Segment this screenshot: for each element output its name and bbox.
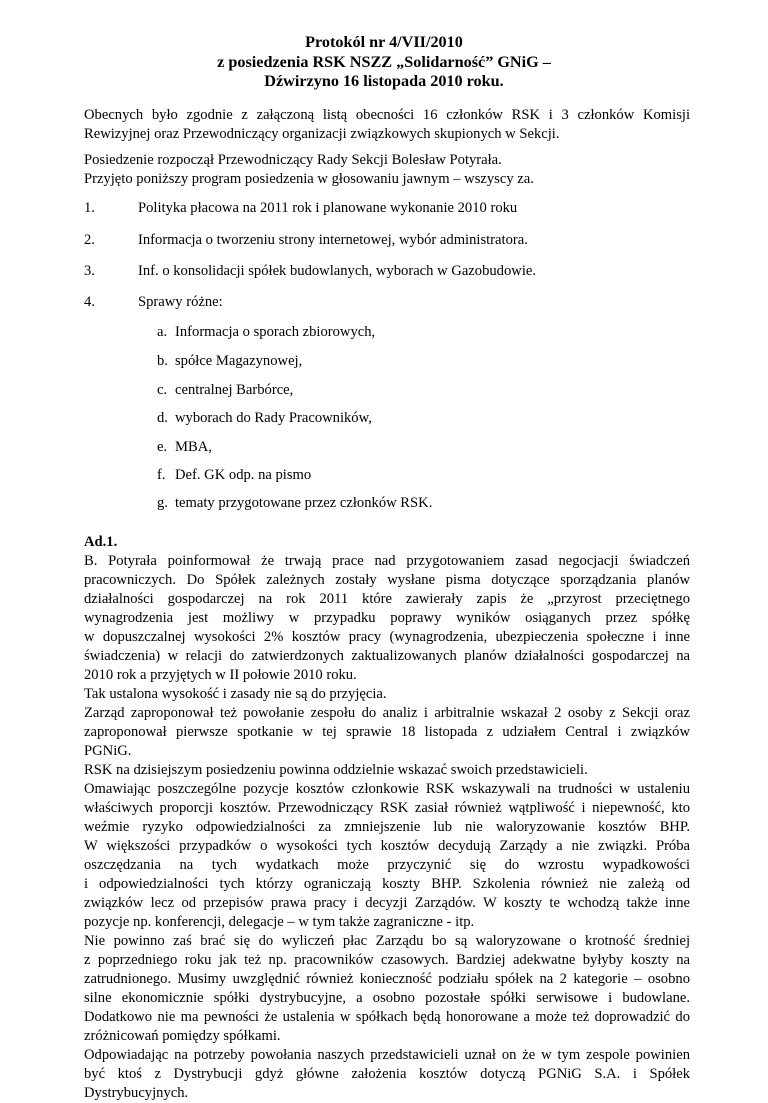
document-title xyxy=(0,33,768,92)
attendance-line: Rewizyjnej oraz Przewodniczący organizacji związkowych skupionych w Sekcji. xyxy=(84,126,560,142)
agenda-item xyxy=(84,199,704,218)
sub-agenda-letter: d. xyxy=(157,410,168,426)
section-line: zaproponował pierwsze spotkanie w tej sprawie 18 listopada z udziałem Central i związków xyxy=(84,724,690,740)
sub-agenda-text: tematy przygotowane przez członków RSK. xyxy=(175,495,433,511)
section-line: weźmie ryzyko odpowiedzialności za zmniejszenie lub nie waloryzowanie kosztów BHP. xyxy=(84,819,690,835)
agenda-item xyxy=(84,293,704,312)
section-line: zatrudnionego. Musimy uwzględnić również konieczność podziału spółek na 2 kategorie – osobno xyxy=(84,971,690,987)
section-line: B. Potyrała poinformował że trwają prace nad przygotowaniem zasad negocjacji świadczeń xyxy=(84,553,690,569)
attendance-paragraph xyxy=(84,106,690,144)
section-line: być ktoś z Dystrybucji gdyż główne założenia kosztów dotyczą PGNiG S.A. i Spółek xyxy=(84,1066,690,1082)
section-body xyxy=(84,552,690,1103)
title-line-3: Dźwirzyno 16 listopada 2010 roku. xyxy=(264,72,504,90)
agenda-text: Sprawy różne: xyxy=(138,294,223,310)
sub-agenda-text: Informacja o sporach zbiorowych, xyxy=(175,324,376,340)
section-line: w dopuszczalnej wysokości 2% kosztów pracy (wynagrodzenia, ubezpieczenia społeczne i inne xyxy=(84,629,690,645)
sub-agenda-letter: f. xyxy=(157,467,166,483)
section-line: świadczenia) w relacji do zatwierdzonych zaktualizowanych planów działalności gospodarczej na xyxy=(84,648,690,664)
section-line: pracowniczych. Do Spółek zależnych zostały wysłane pisma dotyczące sporządzania planów xyxy=(84,572,690,588)
sub-agenda-text: spółce Magazynowej, xyxy=(175,353,303,369)
section-line: silne ekonomicznie spółki dystrybucyjne, a osobno pozostałe spółki serwisowe i budowlane. xyxy=(84,990,690,1006)
sub-agenda-item xyxy=(157,438,657,457)
opening-paragraph xyxy=(84,151,690,189)
section-line: Zarząd zaproponował też powołanie zespołu do analiz i arbitralnie wskazał 2 osoby z Sekcji oraz xyxy=(84,705,690,721)
section-line: Dodatkowo nie ma pewności że ustalenia w spółkach będą honorowane a może też doprowadzić do xyxy=(84,1009,690,1025)
sub-agenda-letter: b. xyxy=(157,353,168,369)
sub-agenda-letter: e. xyxy=(157,439,168,455)
sub-agenda-text: wyborach do Rady Pracowników, xyxy=(175,410,372,426)
section-heading: Ad.1. xyxy=(84,534,118,550)
section-line: z poprzedniego roku jak też np. pracowników czasowych. Bardziej adekwatne byłyby koszty na xyxy=(84,952,690,968)
section-line: RSK na dzisiejszym posiedzeniu powinna oddzielnie wskazać swoich przedstawicieli. xyxy=(84,762,588,778)
section-line: Odpowiadając na potrzeby powołania naszych przedstawicieli uznał on że w tym zespole powinien xyxy=(84,1047,690,1063)
section-line: działalności gospodarczej na rok 2011 które zawierały zapis że „przyrost przeciętnego xyxy=(84,591,690,607)
agenda-item xyxy=(84,262,704,281)
sub-agenda-item xyxy=(157,409,657,428)
sub-agenda-item xyxy=(157,352,657,371)
title-line-2: z posiedzenia RSK NSZZ „Solidarność” GNiG – xyxy=(217,52,551,71)
section-line: zróżnicowań pomiędzy spółkami. xyxy=(84,1028,281,1044)
section-ad1 xyxy=(84,533,690,1103)
opening-line: Posiedzenie rozpoczął Przewodniczący Rady Sekcji Bolesław Potyrała. xyxy=(84,152,502,168)
sub-agenda-item xyxy=(157,381,657,400)
agenda-number: 2. xyxy=(84,232,95,248)
section-line: związków lecz od przepisów prawa pracy i decyzji Zarządów. W koszty te wchodzą także inne xyxy=(84,895,690,911)
section-line: 2010 rok a przyjętych w II połowie 2010 roku. xyxy=(84,667,357,683)
section-line: Tak ustalona wysokość i zasady nie są do przyjęcia. xyxy=(84,686,387,702)
sub-agenda-text: MBA, xyxy=(175,439,212,455)
sub-agenda-letter: g. xyxy=(157,495,168,511)
title-line-1: Protokól nr 4/VII/2010 xyxy=(305,33,463,51)
section-line: pozycje np. konferencji, delegacje – w tym także zagraniczne - itp. xyxy=(84,914,475,930)
section-line: oszczędzania na tych wydatkach może przyczynić się do wzrostu wypadkowości xyxy=(84,857,690,873)
section-line: właściwych proporcji kosztów. Przewodniczący RSK zasiał również wątpliwość i niepewność, kto xyxy=(84,800,690,816)
sub-agenda-text: centralnej Barbórce, xyxy=(175,382,294,398)
agenda-text: Polityka płacowa na 2011 rok i planowane wykonanie 2010 roku xyxy=(138,200,518,216)
agenda-item xyxy=(84,231,704,250)
section-line: i odpowiedzialności tych którzy ograniczają koszty BHP. Szkolenia również nie zależą od xyxy=(84,876,690,892)
section-line: Dystrybucyjnych. xyxy=(84,1085,189,1101)
sub-agenda-letter: c. xyxy=(157,382,168,398)
agenda-number: 1. xyxy=(84,200,95,216)
sub-agenda-item xyxy=(157,494,657,513)
agenda-text: Inf. o konsolidacji spółek budowlanych, wyborach w Gazobudowie. xyxy=(138,263,536,279)
agenda-text: Informacja o tworzeniu strony internetowej, wybór administratora. xyxy=(138,232,528,248)
agenda-number: 4. xyxy=(84,294,95,310)
sub-agenda-item xyxy=(157,466,657,485)
attendance-line: Obecnych było zgodnie z załączoną listą obecności 16 członków RSK i 3 członków Komisji xyxy=(84,107,690,123)
section-line: Omawiając poszczególne pozycje kosztów członkowie RSK wskazywali na trudności w ustaleniu xyxy=(84,781,690,797)
opening-line: Przyjęto poniższy program posiedzenia w głosowaniu jawnym – wszyscy za. xyxy=(84,171,534,187)
sub-agenda-letter: a. xyxy=(157,324,168,340)
section-line: W większości przypadków o wysokości tych kosztów decydują Zarządy a nie związki. Próba xyxy=(84,838,690,854)
sub-agenda-text: Def. GK odp. na pismo xyxy=(175,467,312,483)
agenda-number: 3. xyxy=(84,263,95,279)
section-line: PGNiG. xyxy=(84,743,132,759)
section-line: Nie powinno zaś brać się do wyliczeń płac Zarządu bo są waloryzowane o krotność średniej xyxy=(84,933,690,949)
sub-agenda-item xyxy=(157,323,657,342)
section-line: wynagrodzenia jest możliwy w przypadku poprawy wyników osiąganych przez spółkę xyxy=(84,610,690,626)
